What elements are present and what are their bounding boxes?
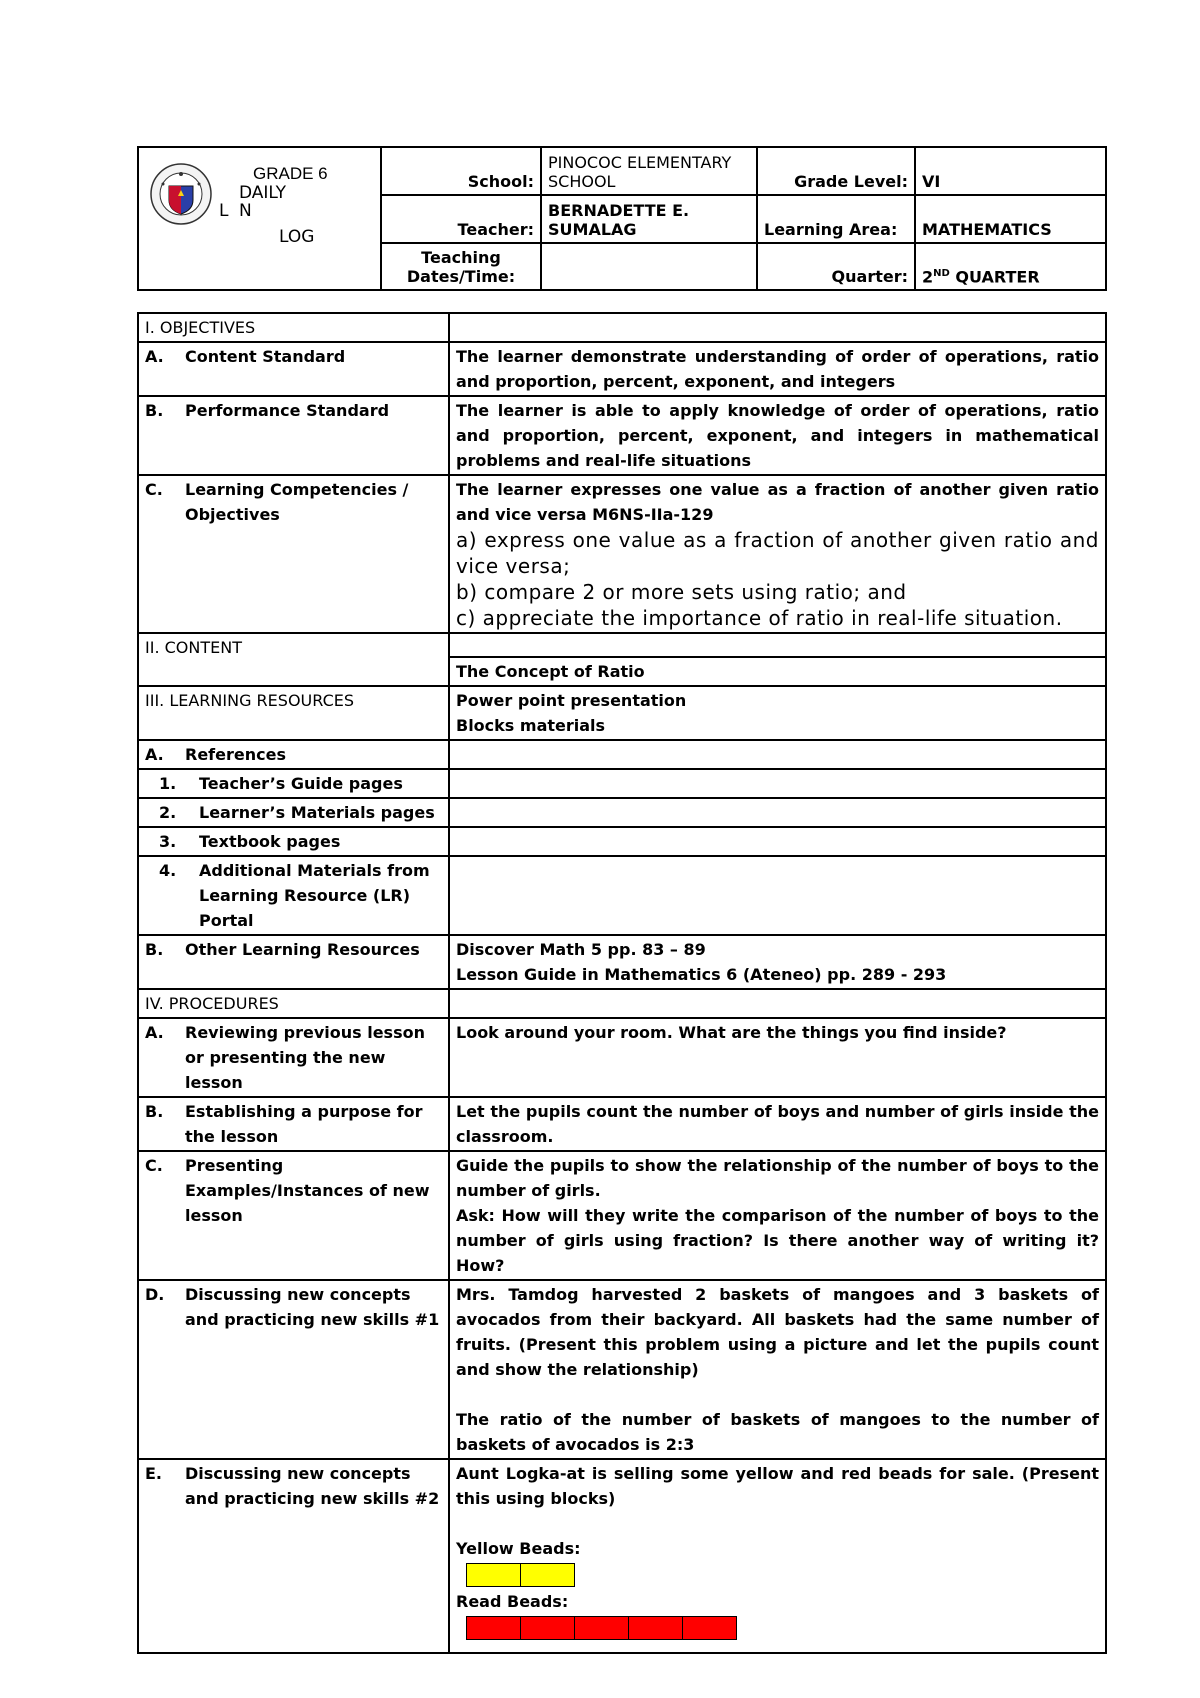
label-key: E. xyxy=(145,1464,163,1483)
references-label: References xyxy=(185,745,286,764)
lesson-table xyxy=(137,312,1107,1654)
red-beads-row xyxy=(466,1616,1099,1640)
title-daily: DAILY xyxy=(239,183,287,203)
red-bead-block xyxy=(466,1616,521,1640)
yellow-bead-block xyxy=(466,1563,521,1587)
establishing-label: Establishing a purpose for the lesson xyxy=(185,1102,423,1146)
discussing-2-value: Aunt Logka-at is selling some yellow and red beads for sale. (Present this using blocks) xyxy=(456,1464,1099,1508)
presenting-label: Presenting Examples/Instances of new lesson xyxy=(185,1156,430,1225)
label-key: C. xyxy=(145,1156,163,1175)
discussing-2-label: Discussing new concepts and practicing new skills #2 xyxy=(185,1464,440,1508)
school-value: PINOCOC ELEMENTARY SCHOOL xyxy=(541,147,757,195)
red-bead-block xyxy=(628,1616,683,1640)
reviewing-value: Look around your room. What are the things you find inside? xyxy=(449,1018,1106,1097)
label-key: A. xyxy=(145,745,164,764)
presenting-value-2: Ask: How will they write the comparison of the number of boys to the number of girls using fraction? Is there another way of writing it? How? xyxy=(456,1206,1099,1275)
objective-c: c) appreciate the importance of ratio in real-life situation. xyxy=(456,606,1063,630)
label-key: 3. xyxy=(159,832,177,851)
red-bead-block xyxy=(682,1616,737,1640)
resource-1: Power point presentation xyxy=(456,691,687,710)
dates-label: Teaching Dates/Time: xyxy=(381,243,541,290)
grade-label: Grade Level: xyxy=(757,147,915,195)
yellow-bead-block xyxy=(520,1563,575,1587)
label-key: 1. xyxy=(159,774,177,793)
school-label: School: xyxy=(381,147,541,195)
label-key: D. xyxy=(145,1285,165,1304)
competencies-value: The learner expresses one value as a fraction of another given ratio and vice versa M6NS-IIa-129 xyxy=(456,480,1099,524)
yellow-beads-row xyxy=(466,1563,1099,1587)
quarter-sup: ND xyxy=(933,267,950,279)
label-key: B. xyxy=(145,940,164,959)
red-bead-block xyxy=(520,1616,575,1640)
performance-standard-value: The learner is able to apply knowledge of order of operations, ratio and proportion, percent, exponent, and integers in mathematical problems and real-life situations xyxy=(449,396,1106,475)
procedures-heading: IV. PROCEDURES xyxy=(138,989,449,1018)
discussing-1-label: Discussing new concepts and practicing new skills #1 xyxy=(185,1285,440,1329)
content-standard-value: The learner demonstrate understanding of order of operations, ratio and proportion, percent, exponent, and integers xyxy=(449,342,1106,396)
textbook-label: Textbook pages xyxy=(199,832,341,851)
performance-standard-label: Performance Standard xyxy=(185,401,390,420)
label-key: A. xyxy=(145,1023,164,1042)
discussing-1-value-2: The ratio of the number of baskets of mangoes to the number of baskets of avocados is 2:3 xyxy=(456,1410,1099,1454)
area-label: Learning Area: xyxy=(757,195,915,243)
content-value: The Concept of Ratio xyxy=(449,657,1106,686)
resources-heading: III. LEARNING RESOURCES xyxy=(138,686,449,740)
teacher-label: Teacher: xyxy=(381,195,541,243)
objective-b: b) compare 2 or more sets using ratio; and xyxy=(456,580,907,604)
quarter-value xyxy=(915,243,1106,290)
objectives-heading: I. OBJECTIVES xyxy=(138,313,449,342)
label-key: 2. xyxy=(159,803,177,822)
teacher-value: BERNADETTE E. SUMALAG xyxy=(541,195,757,243)
dates-value xyxy=(541,243,757,290)
other-resources-label: Other Learning Resources xyxy=(185,940,420,959)
presenting-value-1: Guide the pupils to show the relationship of the number of boys to the number of girls. xyxy=(456,1156,1099,1200)
header-table xyxy=(137,146,1107,291)
label-key: B. xyxy=(145,401,164,420)
deped-seal-icon xyxy=(149,162,213,226)
objective-a: a) express one value as a fraction of another given ratio and vice versa; xyxy=(456,528,1099,578)
quarter-label: Quarter: xyxy=(757,243,915,290)
red-bead-block xyxy=(574,1616,629,1640)
other-resource-2: Lesson Guide in Mathematics 6 (Ateneo) pp. 289 - 293 xyxy=(456,965,947,984)
label-key: C. xyxy=(145,480,163,499)
red-beads-label: Read Beads: xyxy=(456,1592,569,1611)
additional-materials-label: Additional Materials from Learning Resource (LR) Portal xyxy=(199,861,430,930)
title-l: L xyxy=(219,201,229,221)
title-n: N xyxy=(239,201,252,221)
establishing-value: Let the pupils count the number of boys and number of girls inside the classroom. xyxy=(449,1097,1106,1151)
label-key: B. xyxy=(145,1102,164,1121)
quarter-text: QUARTER xyxy=(949,267,1040,286)
resource-2: Blocks materials xyxy=(456,716,606,735)
title-log: LOG xyxy=(279,227,315,247)
quarter-num: 2 xyxy=(922,267,934,286)
content-heading: II. CONTENT xyxy=(138,633,449,686)
other-resource-1: Discover Math 5 pp. 83 – 89 xyxy=(456,940,706,959)
teachers-guide-label: Teacher’s Guide pages xyxy=(199,774,403,793)
learners-materials-label: Learner’s Materials pages xyxy=(199,803,435,822)
content-standard-label: Content Standard xyxy=(185,347,346,366)
reviewing-label: Reviewing previous lesson or presenting the new lesson xyxy=(185,1023,425,1092)
area-value: MATHEMATICS xyxy=(915,195,1106,243)
label-key: A. xyxy=(145,347,164,366)
title-grade: GRADE 6 xyxy=(253,164,328,183)
discussing-1-value-1: Mrs. Tamdog harvested 2 baskets of mangoes and 3 baskets of avocados from their backyard. All baskets had the same number of fruits. (Present this problem using a picture and let the pupils count and show the relationship) xyxy=(456,1285,1099,1379)
yellow-beads-label: Yellow Beads: xyxy=(456,1539,581,1558)
competencies-label: Learning Competencies / Objectives xyxy=(185,480,409,524)
grade-value: VI xyxy=(915,147,1106,195)
logo-cell xyxy=(138,147,381,290)
label-key: 4. xyxy=(159,861,177,880)
